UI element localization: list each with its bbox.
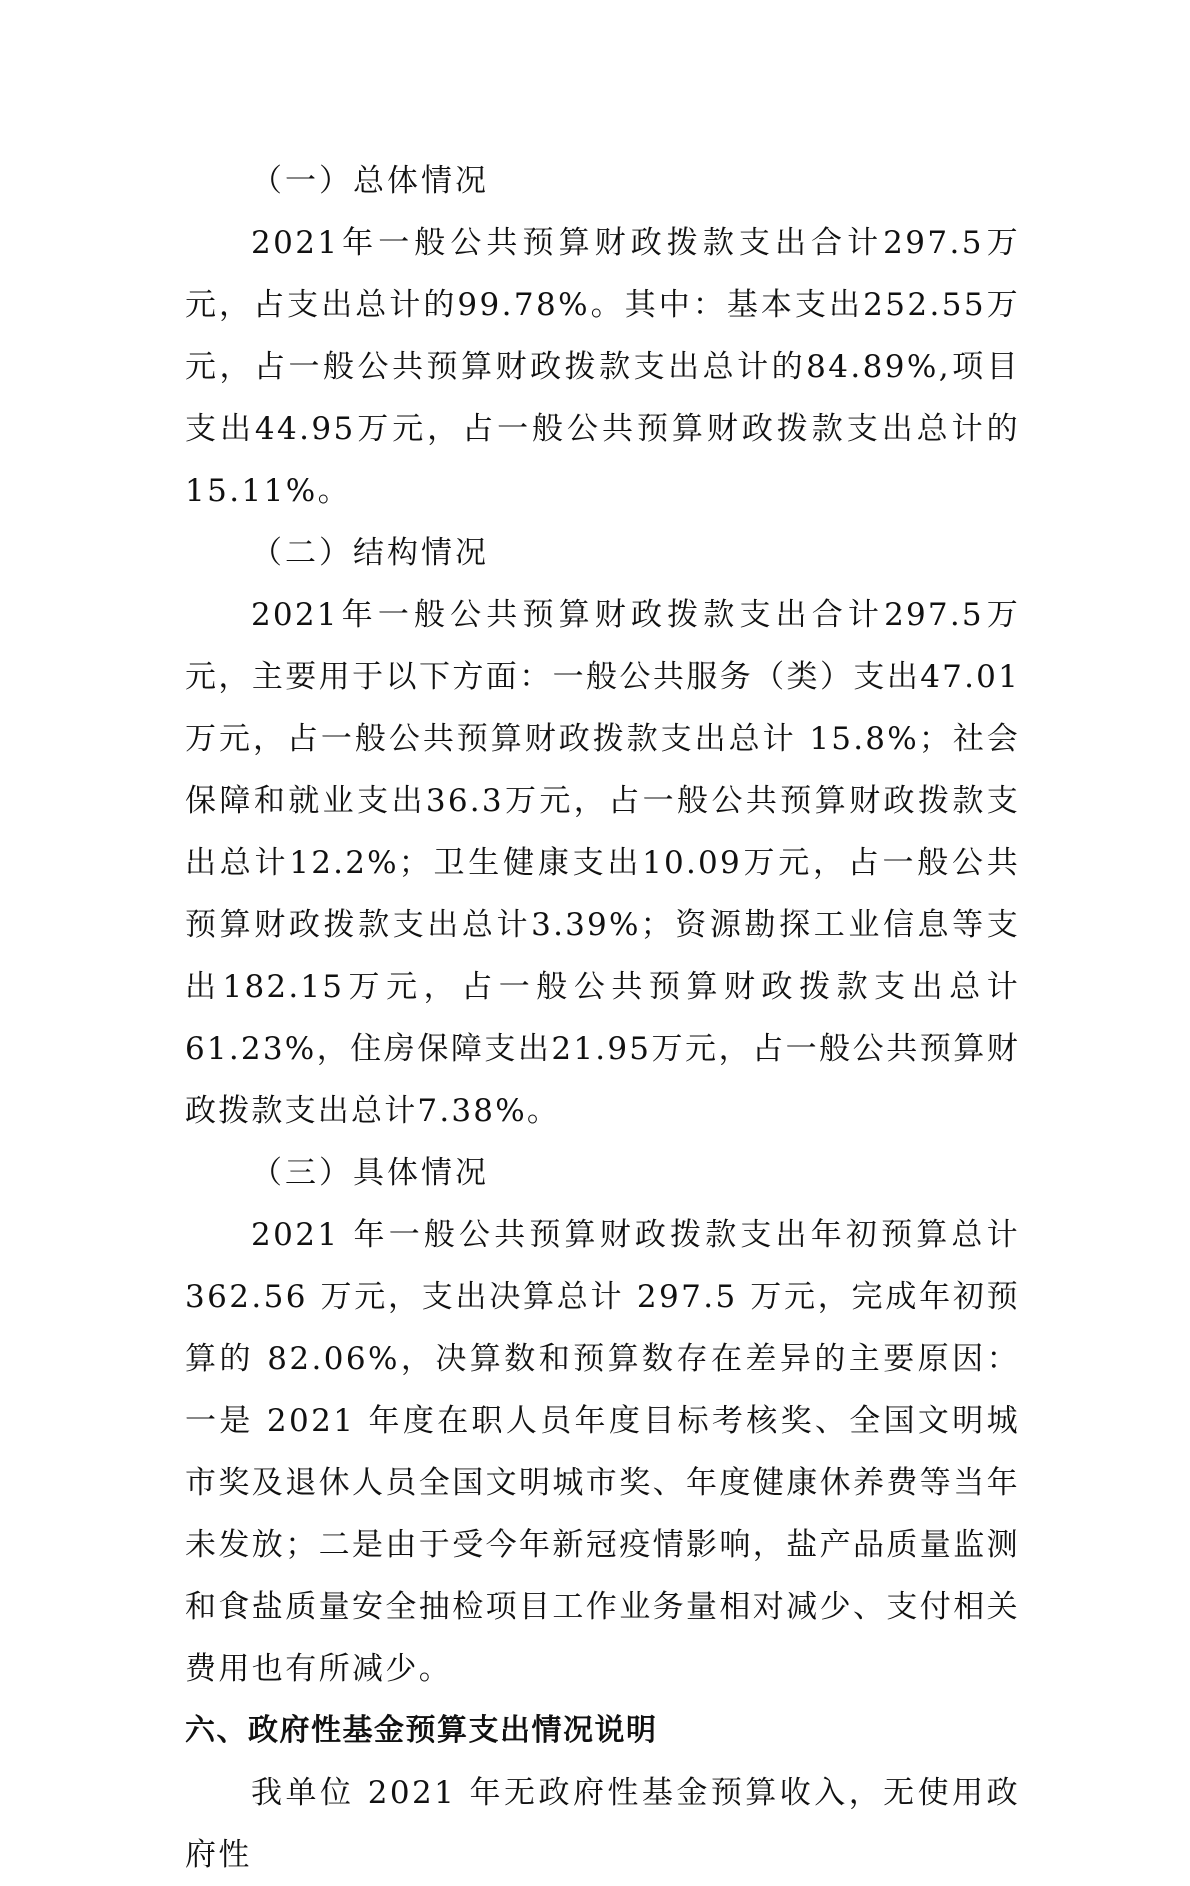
subheading-details: （三）具体情况: [251, 1155, 489, 1191]
paragraph-structure: 2021年一般公共预算财政拨款支出合计297.5万元，主要用于以下方面：一般公共服务（类）支出47.01万元，占一般公共预算财政拨款支出总计 15.8%；社会保障和就业支出36.3万元，占一般公共预算财政拨款支出总计12.2%；卫生健康支出10.09万元，占一般公共预算财政拨款支出总计3.39%；资源勘探工业信息等支出182.15万元，占一般公共预算财政拨款支出总计61.23%，住房保障支出21.95万元，占一般公共预算财政拨款支出总计7.38%。: [185, 597, 1020, 1129]
subheading-overall: （一）总体情况: [251, 163, 489, 199]
section-heading-government-fund: 六、政府性基金预算支出情况说明: [185, 1713, 658, 1748]
paragraph-overall: 2021年一般公共预算财政拨款支出合计297.5万元，占支出总计的99.78%。其中：基本支出252.55万元，占一般公共预算财政拨款支出总计的84.89%,项目支出44.95万元，占一般公共预算财政拨款支出总计的15.11%。: [185, 225, 1020, 509]
subheading-structure: （二）结构情况: [251, 535, 489, 571]
document-body: [185, 150, 1020, 1886]
paragraph-details: 2021 年一般公共预算财政拨款支出年初预算总计 362.56 万元，支出决算总计 297.5 万元，完成年初预算的 82.06%，决算数和预算数存在差异的主要原因：一是 2021 年度在职人员年度目标考核奖、全国文明城市奖及退休人员全国文明城市奖、年度健康休养费等当年未发放；二是由于受今年新冠疫情影响，盐产品质量监测和食盐质量安全抽检项目工作业务量相对减少、支付相关费用也有所减少。: [185, 1217, 1020, 1687]
paragraph-government-fund: 我单位 2021 年无政府性基金预算收入，无使用政府性: [185, 1775, 1020, 1873]
